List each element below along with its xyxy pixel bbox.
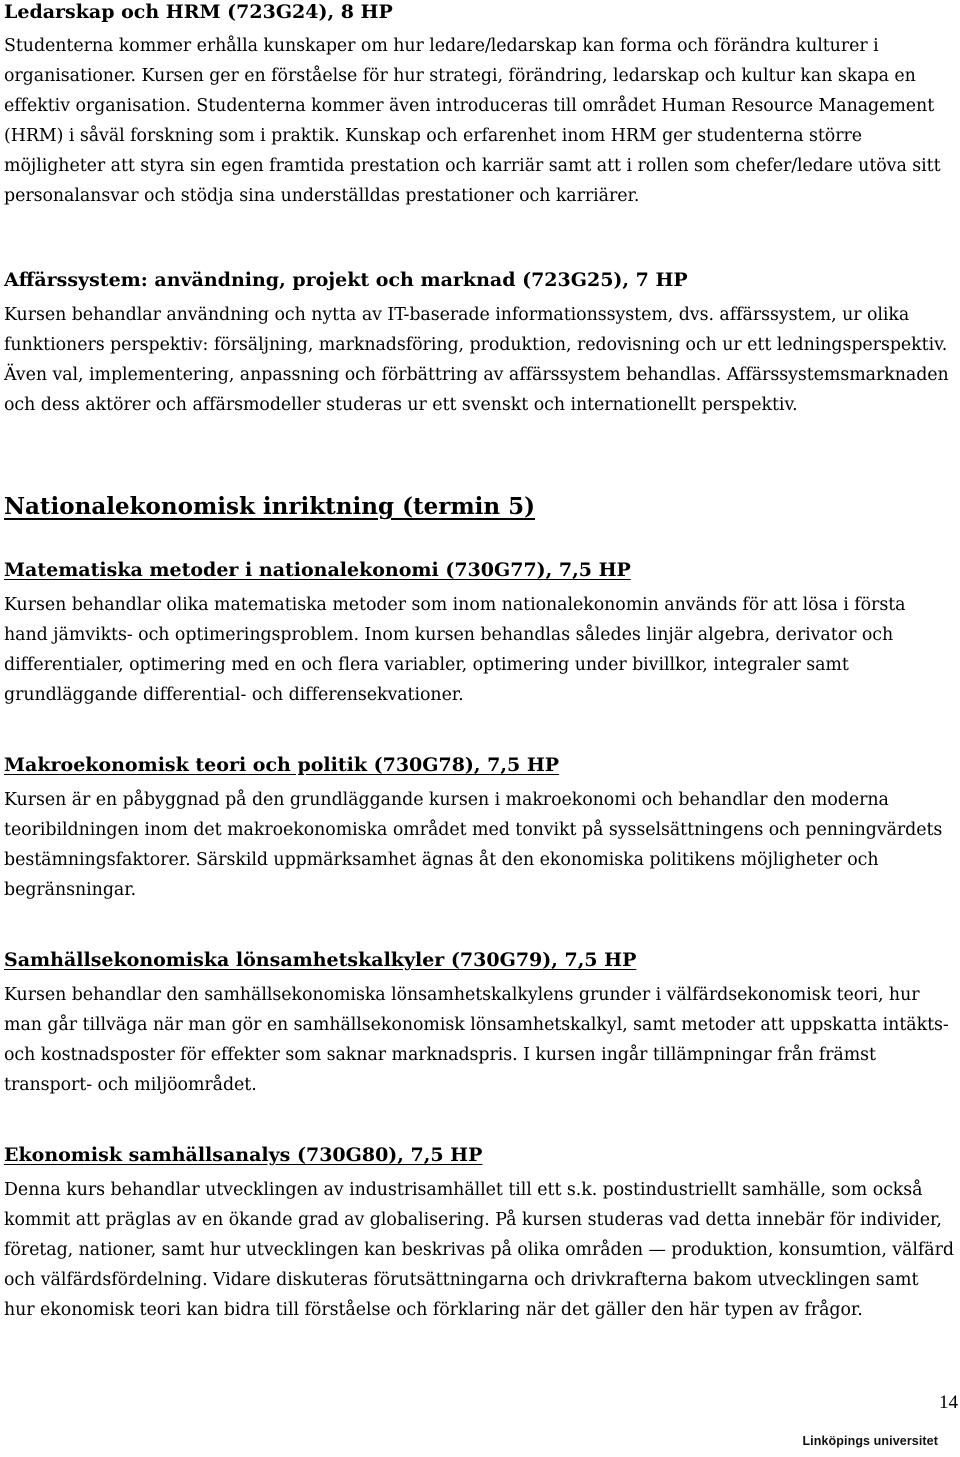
course-title: Ekonomisk samhällsanalys (730G80), 7,5 HP — [4, 1144, 483, 1166]
course-description: Studenterna kommer erhålla kunskaper om hur ledare/ledarskap kan forma och förändra kulturer i organisationer. Kursen ger en förståelse för hur strategi, förändring, ledarskap och kultur kan skapa en effektiv organisation. Studenterna kommer även introduceras till området Human Resource Management (HRM) i såväl forskning som i praktik. Kunskap och erfarenhet inom HRM ger studenterna större möjligheter att styra sin egen framtida prestation och karriär samt att i rollen som chefer/ledare utöva sitt personalansvar och stödja sina underställdas prestationer och karriärer. — [4, 36, 941, 206]
course-section-economic-analysis — [4, 1143, 954, 1325]
course-title: Samhällsekonomiska lönsamhetskalkyler (730G79), 7,5 HP — [4, 949, 637, 971]
course-description: Kursen behandlar den samhällsekonomiska lönsamhetskalkylens grunder i välfärdsekonomisk teori, hur man går tillväga när man gör en samhällsekonomisk lönsamhetskalkyl, samt metoder att uppskatta intäkts- och kostnadsposter för effekter som saknar marknadspris. I kursen ingår tillämpningar från främst transport- och miljöområdet. — [4, 985, 949, 1095]
course-title: Ledarskap och HRM (723G24), 8 HP — [4, 1, 393, 23]
course-section-leadership-hrm — [4, 0, 954, 211]
course-title: Matematiska metoder i nationalekonomi (730G77), 7,5 HP — [4, 559, 631, 581]
course-section-business-systems — [4, 268, 954, 420]
course-description: Kursen är en påbyggnad på den grundläggande kursen i makroekonomi och behandlar den moderna teoribildningen inom det makroekonomiska området med tonvikt på sysselsättningens och penningvärdets bestämningsfaktorer. Särskild uppmärksamhet ägnas åt den ekonomiska politikens möjligheter och begränsningar. — [4, 790, 943, 900]
course-section-cost-benefit — [4, 948, 954, 1100]
course-section-math-methods — [4, 558, 954, 710]
course-title: Makroekonomisk teori och politik (730G78), 7,5 HP — [4, 754, 560, 776]
major-heading: Nationalekonomisk inriktning (termin 5) — [4, 493, 536, 520]
course-description: Denna kurs behandlar utvecklingen av industrisamhället till ett s.k. postindustriellt samhälle, som också kommit att präglas av en ökande grad av globalisering. På kursen studeras vad detta innebär för individer, företag, nationer, samt hur utvecklingen kan beskrivas på olika områden — produktion, konsumtion, välfärd och välfärdsfördelning. Vidare diskuteras förutsättningarna och drivkrafterna bakom utvecklingen samt hur ekonomisk teori kan bidra till förståelse och förklaring när det gäller den här typen av frågor. — [4, 1180, 954, 1320]
course-description: Kursen behandlar olika matematiska metoder som inom nationalekonomin används för att lösa i första hand jämvikts- och optimeringsproblem. Inom kursen behandlas således linjär algebra, derivator och differentialer, optimering med en och flera variabler, optimering under bivillkor, integraler samt grundläggande differential- och differensekvationer. — [4, 595, 906, 705]
course-title: Affärssystem: användning, projekt och marknad (723G25), 7 HP — [4, 269, 688, 291]
course-description: Kursen behandlar användning och nytta av IT-baserade informationssystem, dvs. affärssystem, ur olika funktioners perspektiv: försäljning, marknadsföring, produktion, redovisning och ur ett ledningsperspektiv. Även val, implementering, anpassning och förbättring av affärssystem behandlas. Affärssystemsmarknaden och dess aktörer och affärsmodeller studeras ur ett svenskt och internationellt perspektiv. — [4, 305, 949, 415]
course-section-macroeconomics — [4, 753, 954, 905]
page-number: 14 — [939, 1392, 958, 1413]
university-logo: Linköpings universitet — [802, 1434, 938, 1448]
